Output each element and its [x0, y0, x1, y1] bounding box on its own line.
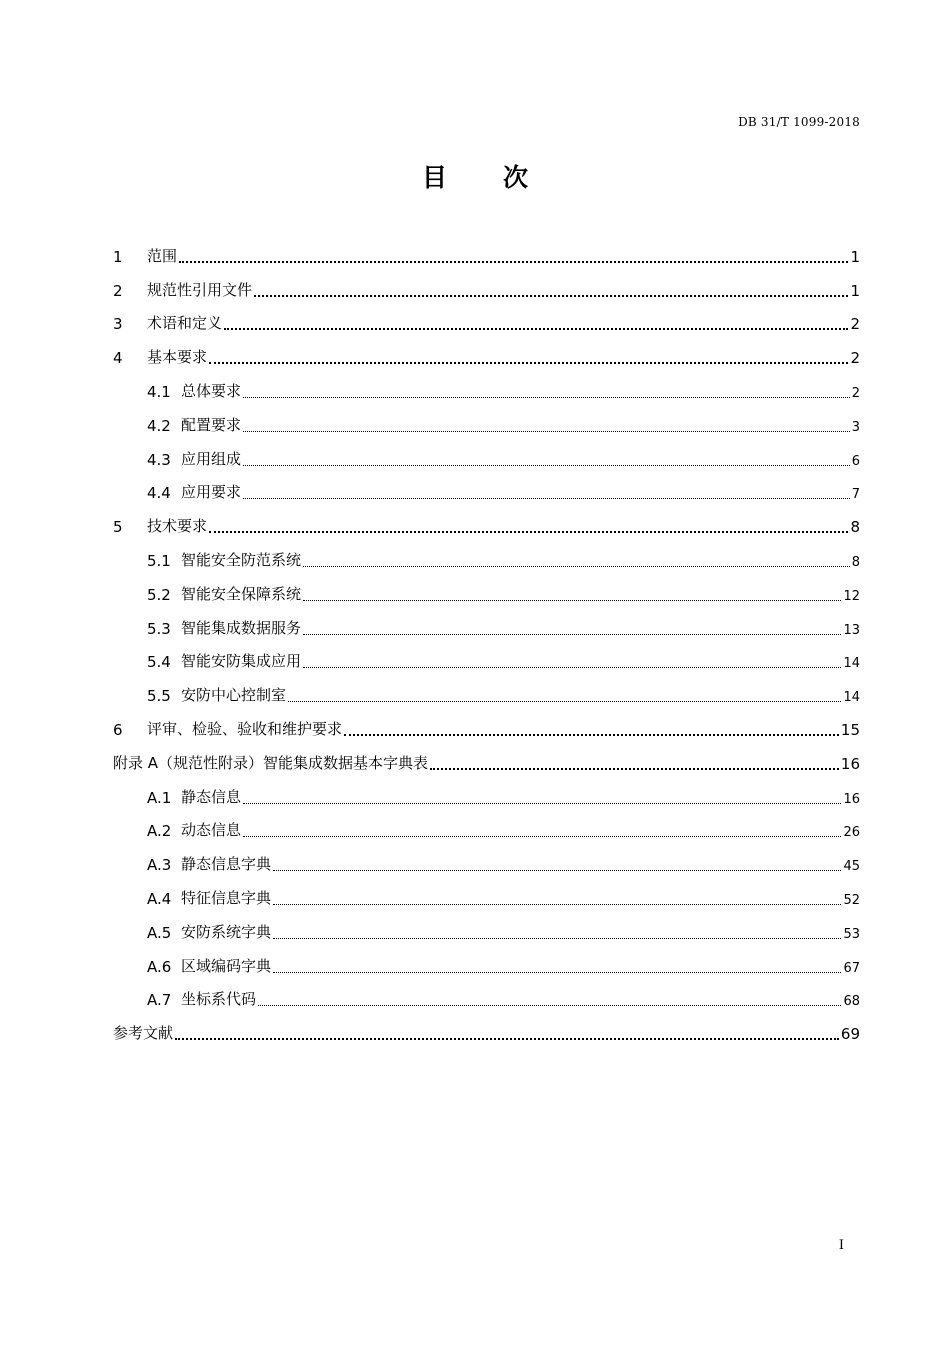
toc-entry-title: 附录 A（规范性附录）智能集成数据基本字典表 [113, 753, 429, 772]
toc-entry-page: 16 [840, 754, 860, 773]
dot-leader [243, 498, 850, 499]
dot-leader [179, 261, 848, 263]
toc-title-char-2: 次 [503, 163, 529, 192]
dot-leader [243, 397, 850, 398]
toc-entry-number: A.2 [147, 822, 172, 841]
dot-leader [273, 870, 841, 871]
toc-entry-number: 5.4 [147, 653, 171, 672]
toc-entry-page: 8 [851, 554, 860, 570]
toc-entry-title: 技术要求 [147, 517, 208, 536]
toc-entry-page: 52 [843, 892, 860, 908]
toc-title-char-1: 目 [421, 163, 447, 192]
dot-leader [243, 836, 841, 837]
dot-leader [254, 295, 848, 297]
toc-entry-page: 7 [851, 487, 860, 503]
toc-entry-page: 8 [850, 518, 860, 537]
toc-entry-title: 范围 [147, 246, 178, 265]
dot-leader [243, 803, 841, 804]
toc-entry-title: 特征信息字典 [181, 888, 272, 907]
toc-entry-page: 1 [850, 247, 860, 266]
toc-entry-title: 应用要求 [181, 483, 242, 502]
dot-leader [224, 328, 848, 330]
toc-entry[interactable] [113, 709, 860, 743]
toc-entry-title: 智能集成数据服务 [181, 618, 302, 637]
dot-leader [303, 634, 841, 635]
toc-entry-title: 基本要求 [147, 348, 208, 367]
toc-entry-page: 13 [843, 622, 860, 638]
toc-entry-title: 参考文献 [113, 1024, 174, 1043]
toc-entry-title: 静态信息 [181, 787, 242, 806]
toc-subentry[interactable] [113, 439, 860, 473]
toc-subentry[interactable] [113, 811, 860, 845]
toc-subentry[interactable] [113, 980, 860, 1014]
toc-subentry[interactable] [113, 540, 860, 574]
toc-entry-title: 术语和定义 [147, 314, 223, 333]
toc-entry[interactable] [113, 337, 860, 371]
toc-subentry[interactable] [113, 608, 860, 642]
dot-leader [344, 734, 839, 736]
toc-entry-title: 安防中心控制室 [181, 686, 287, 705]
toc-entry-title: 应用组成 [181, 449, 242, 468]
toc-subentry[interactable] [113, 675, 860, 709]
toc-entry-title: 坐标系代码 [181, 990, 257, 1009]
toc-entry-page: 2 [851, 385, 860, 401]
toc-entry-page: 3 [851, 419, 860, 435]
toc-subentry[interactable] [113, 574, 860, 608]
toc-entry-number: 5 [113, 518, 123, 537]
toc-subentry[interactable] [113, 878, 860, 912]
dot-leader [430, 768, 839, 770]
toc-entry-title: 配置要求 [181, 415, 242, 434]
toc-entry-page: 69 [840, 1025, 860, 1044]
toc-entry-title: 智能安防集成应用 [181, 652, 302, 671]
toc-subentry[interactable] [113, 946, 860, 980]
toc-entry-number: 5.2 [147, 585, 171, 604]
toc-entry-number: A.1 [147, 788, 172, 807]
toc-entry-number: A.4 [147, 889, 172, 908]
toc-entry-page: 45 [843, 859, 860, 875]
dot-leader [258, 1005, 841, 1006]
toc-entry-title: 安防系统字典 [181, 922, 272, 941]
toc-entry-number: 5.1 [147, 551, 171, 570]
toc-entry[interactable] [113, 1013, 860, 1047]
toc-entry-number: A.7 [147, 991, 172, 1010]
toc-entry-title: 评审、检验、验收和维护要求 [147, 719, 343, 738]
toc-entry-title: 动态信息 [181, 821, 242, 840]
toc-entry-number: 2 [113, 281, 123, 300]
toc-entry-page: 6 [851, 453, 860, 469]
toc-entry-number: 1 [113, 247, 123, 266]
toc-subentry[interactable] [113, 405, 860, 439]
toc-entry-page: 15 [840, 720, 860, 739]
toc-title [0, 158, 950, 194]
toc-entry-page: 14 [843, 656, 860, 672]
toc-entry-page: 26 [843, 825, 860, 841]
toc-entry-page: 53 [843, 926, 860, 942]
toc-entry[interactable] [113, 506, 860, 540]
toc-entry-title: 静态信息字典 [181, 855, 272, 874]
dot-leader [273, 972, 841, 973]
toc-entry-page: 14 [843, 690, 860, 706]
toc-entry-number: 4 [113, 349, 123, 368]
toc-entry-page: 2 [850, 349, 860, 368]
toc-entry-title: 区域编码字典 [181, 956, 272, 975]
table-of-contents [113, 236, 860, 1047]
toc-entry-page: 68 [843, 994, 860, 1010]
toc-entry[interactable] [113, 270, 860, 304]
toc-entry-page: 12 [843, 588, 860, 604]
dot-leader [273, 904, 841, 905]
toc-subentry[interactable] [113, 777, 860, 811]
dot-leader [273, 938, 841, 939]
toc-subentry[interactable] [113, 912, 860, 946]
toc-entry-title: 规范性引用文件 [147, 280, 253, 299]
dot-leader [243, 431, 850, 432]
dot-leader [209, 531, 848, 533]
document-code: DB 31/T 1099-2018 [738, 115, 860, 129]
toc-entry-number: 6 [113, 720, 123, 739]
toc-entry-number: 5.3 [147, 619, 171, 638]
toc-entry-number: 4.2 [147, 416, 171, 435]
toc-entry[interactable] [113, 743, 860, 777]
toc-subentry[interactable] [113, 642, 860, 676]
toc-entry-number: 5.5 [147, 687, 171, 706]
dot-leader [243, 465, 850, 466]
toc-subentry[interactable] [113, 844, 860, 878]
page-number: I [838, 1238, 844, 1253]
toc-entry-title: 智能安全保障系统 [181, 584, 302, 603]
toc-entry-number: A.6 [147, 957, 172, 976]
toc-entry-page: 1 [850, 281, 860, 300]
dot-leader [175, 1038, 839, 1040]
toc-entry-number: 4.1 [147, 382, 171, 401]
dot-leader [303, 566, 850, 567]
toc-entry-number: A.5 [147, 923, 172, 942]
toc-entry-page: 67 [843, 960, 860, 976]
toc-entry-number: A.3 [147, 856, 172, 875]
dot-leader [303, 667, 841, 668]
toc-entry-page: 16 [843, 791, 860, 807]
toc-entry-number: 4.4 [147, 484, 171, 503]
toc-entry-page: 2 [850, 315, 860, 334]
toc-entry-number: 4.3 [147, 450, 171, 469]
toc-subentry[interactable] [113, 371, 860, 405]
dot-leader [303, 600, 841, 601]
toc-entry[interactable] [113, 304, 860, 338]
toc-subentry[interactable] [113, 473, 860, 507]
toc-entry-number: 3 [113, 315, 123, 334]
toc-entry[interactable] [113, 236, 860, 270]
dot-leader [209, 362, 848, 364]
toc-entry-title: 智能安全防范系统 [181, 550, 302, 569]
dot-leader [288, 701, 841, 702]
toc-entry-title: 总体要求 [181, 381, 242, 400]
